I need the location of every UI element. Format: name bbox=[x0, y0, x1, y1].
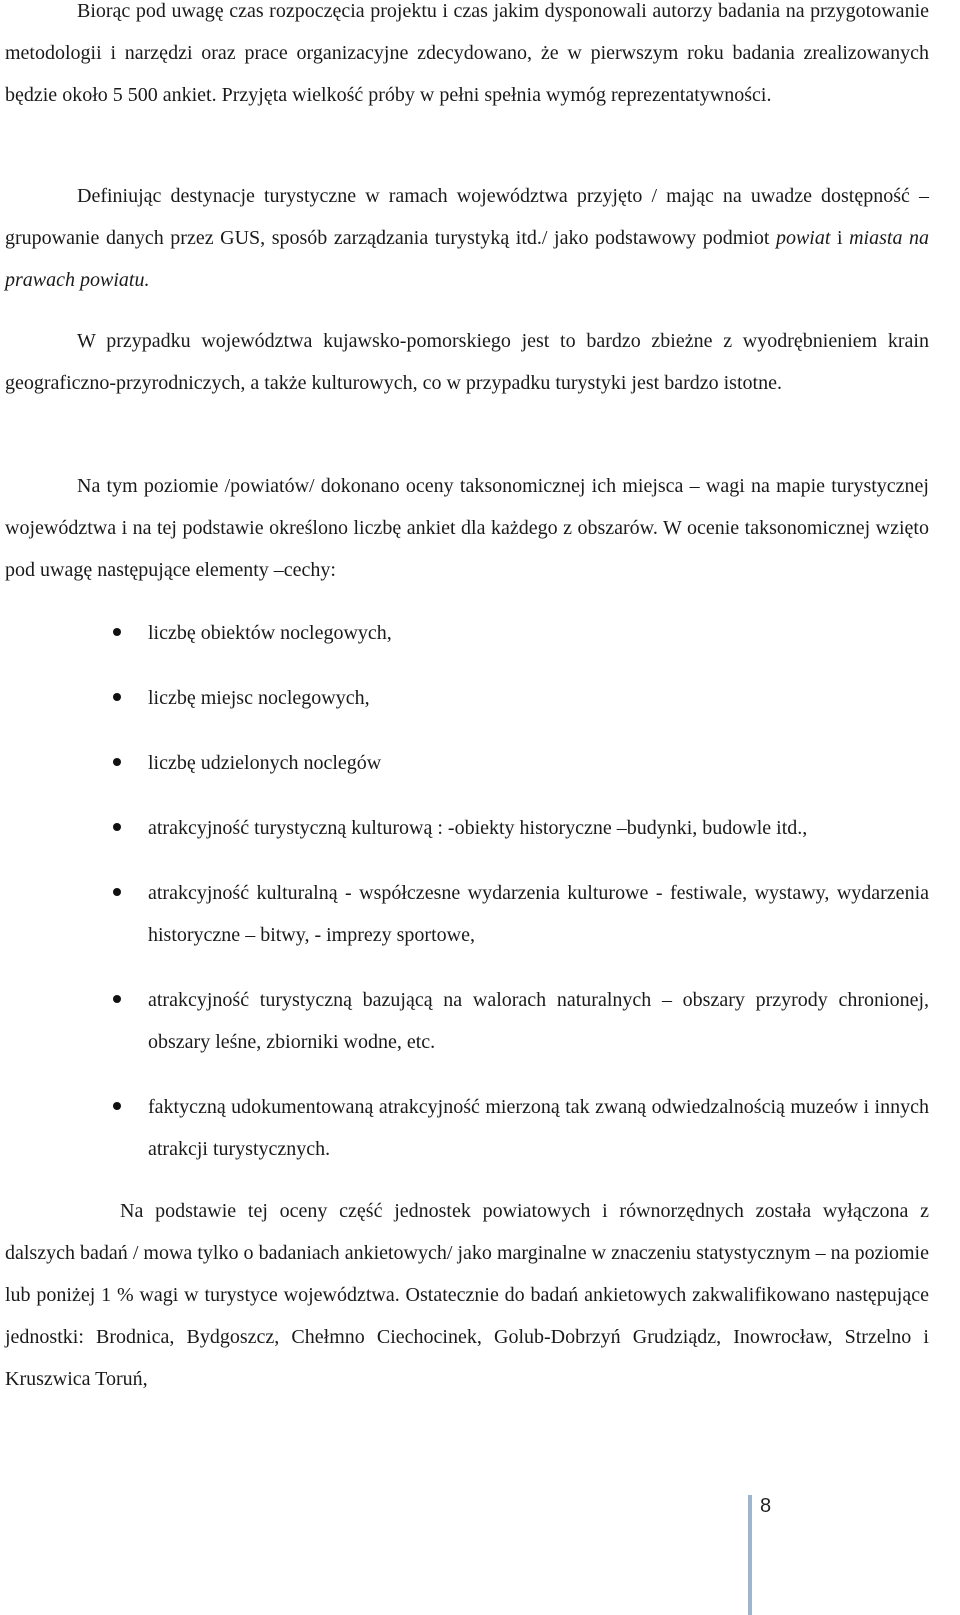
list-item-text: atrakcyjność turystyczną bazującą na walorach naturalnych – obszary przyrody chronionej, obszary leśne, zbiorniki wodne, etc. bbox=[148, 989, 929, 1053]
bullet-icon bbox=[113, 628, 121, 636]
list-item bbox=[5, 742, 929, 784]
list-item-text: liczbę udzielonych noclegów bbox=[148, 752, 382, 774]
paragraph-selected-units: Na podstawie tej oceny część jednostek powiatowych i równorzędnych została wyłączona z dalszych badań / mowa tylko o badaniach ankietowych/ jako marginalne w znaczeniu statystycznym – na poziomie lub poniżej 1 % wagi w turystyce województwa. Ostatecznie do badań ankietowych zakwalifikowano następujące jednostki: Brodnica, Bydgoszcz, Chełmno Ciechocinek, Golub-Dobrzyń Grudziądz, Inowrocław, Strzelno i Kruszwica Toruń, bbox=[5, 1200, 929, 1390]
list-item bbox=[5, 612, 929, 654]
bullet-icon bbox=[113, 823, 121, 831]
page-footer bbox=[748, 1495, 808, 1615]
bullet-icon bbox=[113, 1102, 121, 1110]
list-item-text: atrakcyjność turystyczną kulturową : -obiekty historyczne –budynki, budowle itd., bbox=[148, 817, 808, 839]
paragraph-taxonomy: Na tym poziomie /powiatów/ dokonano oceny taksonomicznej ich miejsca – wagi na mapie turystycznej województwa i na tej podstawie określono liczbę ankiet dla każdego z obszarów. W ocenie taksonomicznej wzięto pod uwagę następujące elementy –cechy: bbox=[5, 475, 929, 581]
paragraph-regions: W przypadku województwa kujawsko-pomorskiego jest to bardzo zbieżne z wyodrębnieniem krain geograficzno-przyrodniczych, a także kulturowych, co w przypadku turystyki jest bardzo istotne. bbox=[5, 330, 929, 394]
criteria-list bbox=[5, 612, 929, 1193]
paragraph-sample-size: Biorąc pod uwagę czas rozpoczęcia projektu i czas jakim dysponowali autorzy badania na przygotowanie metodologii i narzędzi oraz prace organizacyjne zdecydowano, że w pierwszym roku badania zrealizowanych będzie około 5 500 ankiet. Przyjęta wielkość próby w pełni spełnia wymóg reprezentatywności. bbox=[5, 0, 929, 106]
paragraph-destinations-text: Definiując destynacje turystyczne w ramach województwa przyjęto / mając na uwadze dostępność – grupowanie danych przez GUS, sposób zarządzania turystyką itd./ jako podstawowy podmiot bbox=[5, 185, 929, 249]
list-item bbox=[5, 807, 929, 849]
paragraph-destinations bbox=[5, 175, 929, 301]
bullet-icon bbox=[113, 758, 121, 766]
emphasis-cities: miasta na prawach powiatu. bbox=[5, 227, 930, 291]
list-item bbox=[5, 979, 929, 1063]
list-item bbox=[5, 677, 929, 719]
list-item-text: liczbę miejsc noclegowych, bbox=[148, 687, 370, 709]
bullet-icon bbox=[113, 995, 121, 1003]
list-item-text: liczbę obiektów noclegowych, bbox=[148, 622, 392, 644]
bullet-icon bbox=[113, 888, 121, 896]
emphasis-powiat: powiat bbox=[775, 227, 831, 249]
list-item bbox=[5, 872, 929, 956]
page-number: 8 bbox=[760, 1495, 772, 1517]
page-number-bar bbox=[748, 1495, 752, 1615]
list-item-text: atrakcyjność kulturalną - współczesne wydarzenia kulturowe - festiwale, wystawy, wydarzenia historyczne – bitwy, - imprezy sportowe, bbox=[148, 882, 929, 946]
list-item bbox=[5, 1086, 929, 1170]
paragraph-destinations-joiner: i bbox=[830, 227, 850, 249]
list-item-text: faktyczną udokumentowaną atrakcyjność mierzoną tak zwaną odwiedzalnością muzeów i innych atrakcji turystycznych. bbox=[148, 1096, 929, 1160]
bullet-icon bbox=[113, 693, 121, 701]
